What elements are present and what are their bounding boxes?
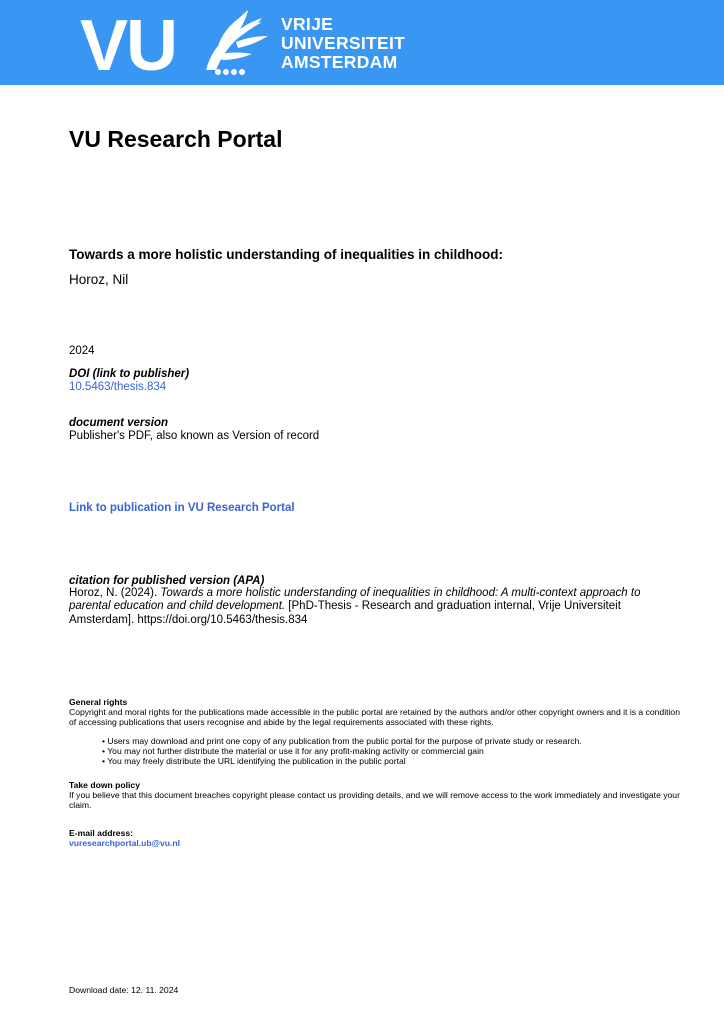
list-item: • You may freely distribute the URL identifying the publication in the public portal bbox=[102, 756, 406, 766]
download-date: Download date: 12. 11. 2024 bbox=[69, 985, 179, 995]
citation-title: Towards a more holistic understanding of inequalities in childhood: A multi-context approach to parental education and child development. bbox=[69, 587, 641, 613]
logo-line: VRIJE bbox=[281, 14, 334, 34]
publication-year: 2024 bbox=[69, 345, 95, 357]
logo-line: UNIVERSITEIT bbox=[281, 33, 406, 53]
take-down-title: Take down policy bbox=[69, 780, 140, 790]
list-item: • Users may download and print one copy of any publication from the public portal for the purpose of private study or research. bbox=[102, 736, 582, 746]
vu-logo-mark: VU bbox=[80, 6, 177, 86]
publication-author: Horoz, Nil bbox=[69, 272, 129, 287]
general-rights-text: Copyright and moral rights for the publications made accessible in the public portal are retained by the authors and/or other copyright owners and it is a condition of accessing publications that users recognise and abide by the legal requirements associated with these rights. bbox=[69, 707, 680, 727]
take-down-text: If you believe that this document breaches copyright please contact us providing details, and we will remove access to the work immediately and investigate your claim. bbox=[69, 790, 680, 810]
general-rights-title: General rights bbox=[69, 697, 128, 707]
document-version-label: document version bbox=[69, 417, 169, 429]
portal-publication-link[interactable]: Link to publication in VU Research Portal bbox=[69, 502, 295, 514]
citation-suffix: [PhD-Thesis - Research and graduation internal, Vrije Universiteit Amsterdam]. https://doi.org/10.5463/thesis.834 bbox=[69, 600, 621, 626]
citation-label: citation for published version (APA) bbox=[69, 575, 265, 587]
citation-text bbox=[69, 587, 659, 627]
doi-link[interactable]: 10.5463/thesis.834 bbox=[69, 381, 167, 393]
griffin-logo-icon bbox=[196, 6, 272, 78]
list-item: • You may not further distribute the material or use it for any profit-making activity or commercial gain bbox=[102, 746, 484, 756]
publication-title: Towards a more holistic understanding of inequalities in childhood: bbox=[69, 247, 504, 262]
university-name bbox=[281, 15, 405, 72]
portal-title: VU Research Portal bbox=[69, 126, 283, 152]
email-label: E-mail address: bbox=[69, 828, 133, 838]
doi-label: DOI (link to publisher) bbox=[69, 368, 190, 380]
general-rights-list bbox=[102, 736, 582, 766]
email-link[interactable]: vuresearchportal.ub@vu.nl bbox=[69, 838, 181, 848]
header-banner bbox=[0, 0, 724, 85]
document-version-value: Publisher's PDF, also known as Version of record bbox=[69, 430, 320, 442]
citation-prefix: Horoz, N. (2024). bbox=[69, 587, 161, 599]
logo-line: AMSTERDAM bbox=[281, 52, 398, 72]
